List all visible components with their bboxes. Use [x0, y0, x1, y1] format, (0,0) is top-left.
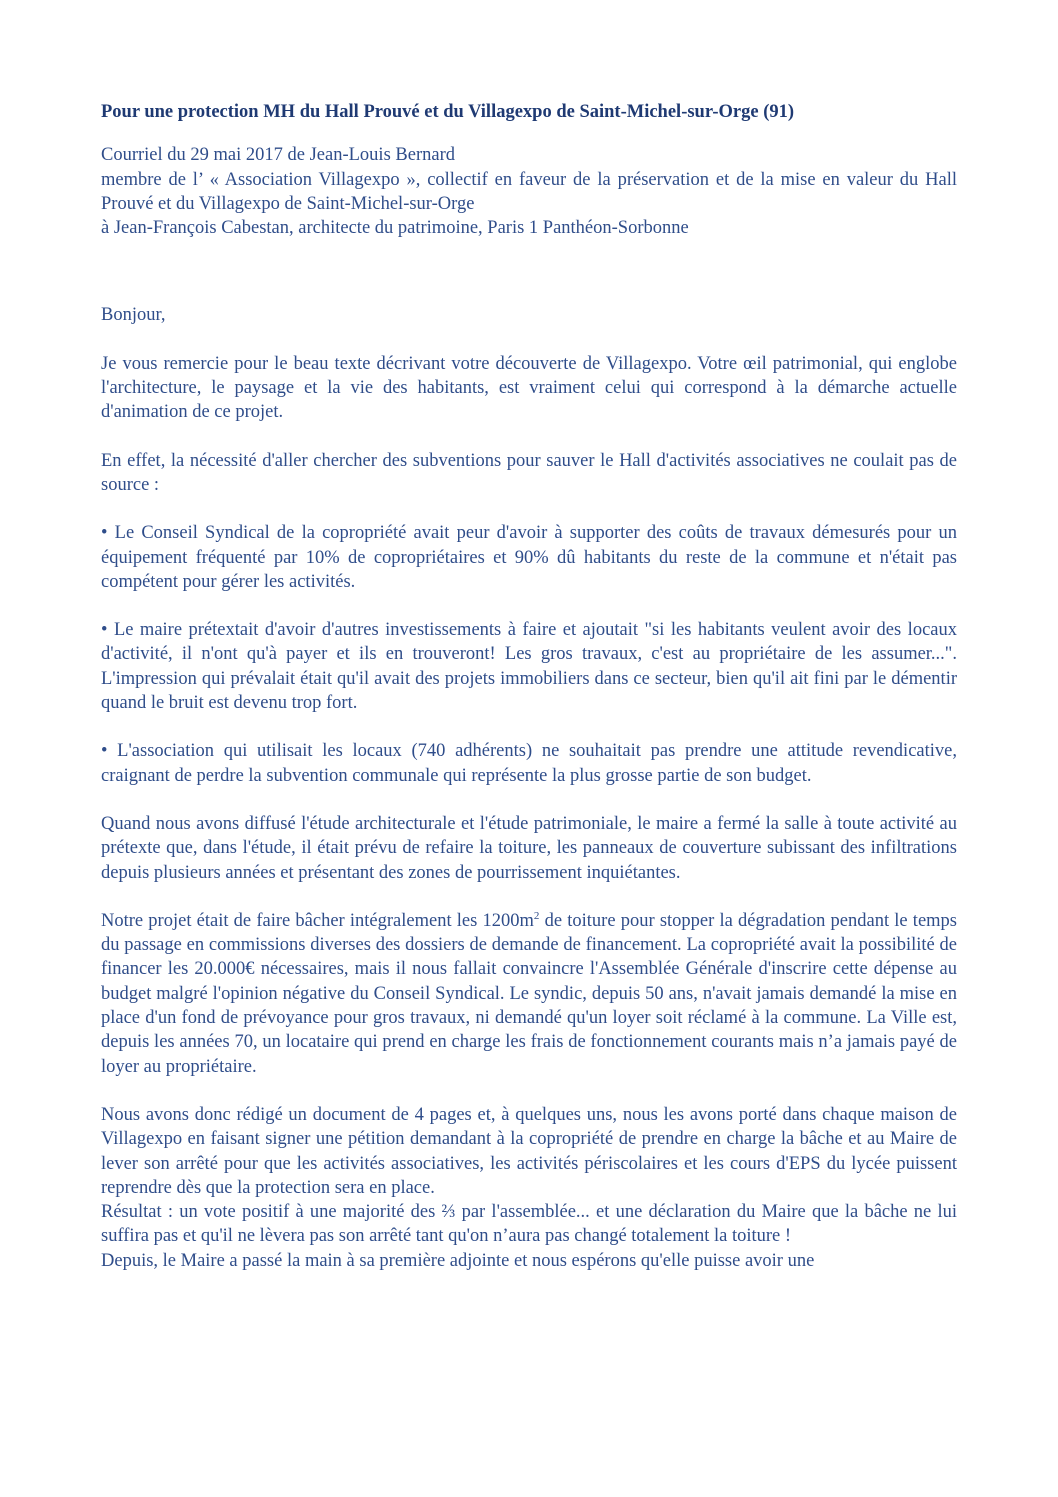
document-title: Pour une protection MH du Hall Prouvé et du Villagexpo de Saint-Michel-sur-Orge (91) — [101, 102, 795, 122]
email-header — [101, 143, 957, 240]
paragraph-petition: Nous avons donc rédigé un document de 4 pages et, à quelques uns, nous les avons porté dans chaque maison de Villagexpo en faisant signer une pétition demandant à la copropriété de prendre en charge la bâche et au Maire de lever son arrêté pour que les activités associatives, les activités périscolaires et les cours d'EPS du lycée puissent reprendre dès que la protection sera en place. — [101, 1104, 957, 1198]
email-date-sender: Courriel du 29 mai 2017 de Jean-Louis Bernard — [101, 145, 455, 166]
paragraph-thanks: Je vous remercie pour le beau texte décrivant votre découverte de Villagexpo. Votre œil patrimonial, qui englobe l'architecture, le paysage et la vie des habitants, est vraiment celui qui correspond à la démarche actuelle d'animation de ce projet. — [101, 353, 957, 423]
bache-text-after: de toiture pour stopper la dégradation pendant le temps du passage en commissions diverses des dossiers de demande de financement. La copropriété avait la possibilité de financer les 20.000€ nécessaires, mais il nous fallait convaincre l'Assemblée Générale d'inscrire cette dépense au budget malgré l'opinion négative du Conseil Syndical. Le syndic, depuis 50 ans, n'avait jamais demandé la mise en place d'un fond de prévoyance pour gros travaux, ni demandé qu'un loyer soit réclamé à la commune. La Ville est, depuis les années 70, un locataire qui prend en charge les frais de fonctionnement courants mais n’a jamais payé de loyer au propriétaire. — [101, 910, 957, 1077]
email-recipient: à Jean-François Cabestan, architecte du patrimoine, Paris 1 Panthéon-Sorbonne — [101, 218, 689, 239]
sender-affiliation: membre de l’ « Association Villagexpo », collectif en faveur de la préservation et de la mise en valeur du Hall Prouvé et du Villagexpo de Saint-Michel-sur-Orge — [101, 169, 957, 214]
bache-text-before: Notre projet était de faire bâcher intégralement les 1200m — [101, 910, 534, 931]
paragraph-maire: • Le maire prétextait d'avoir d'autres investissements à faire et ajoutait "si les habitants veulent avoir des locaux d'activité, il n'ont qu'à payer et ils en trouveront! Les gros travaux, c'est au propriétaire de les assumer...". L'impression qui prévalait était qu'il avait des projets immobiliers dans ce secteur, bien qu'il ait fini par le démentir quand le bruit est devenu trop fort. — [101, 620, 957, 714]
document-page — [101, 100, 957, 1273]
paragraph-context: En effet, la nécessité d'aller chercher des subventions pour sauver le Hall d'activités associatives ne coulait pas de source : — [101, 450, 957, 495]
superscript-exponent: 2 — [533, 909, 540, 922]
greeting: Bonjour, — [101, 305, 166, 326]
paragraph-bache — [101, 909, 957, 1079]
paragraph-fermeture: Quand nous avons diffusé l'étude architecturale et l'étude patrimoniale, le maire a fermé la salle à toute activité au prétexte que, dans l'étude, il était prévu de refaire la toiture, les panneaux de couverture subissant des infiltrations depuis plusieurs années et présentant des zones de pourrissement inquiétantes. — [101, 813, 957, 883]
paragraph-resultat: Résultat : un vote positif à une majorité des ⅔ par l'assemblée... et une déclaration du Maire que la bâche ne lui suffira pas et qu'il ne lèvera pas son arrêté tant qu'on n’aura pas changé totalement la toiture ! — [101, 1202, 957, 1247]
paragraph-depuis: Depuis, le Maire a passé la main à sa première adjointe et nous espérons qu'elle puisse avoir une — [101, 1250, 815, 1271]
paragraph-conseil-syndical: • Le Conseil Syndical de la copropriété avait peur d'avoir à supporter des coûts de travaux démesurés pour un équipement fréquenté par 10% de copropriétaires et 90% dû habitants du reste de la commune et n'était pas compétent pour gérer les activités. — [101, 523, 957, 592]
paragraph-association: • L'association qui utilisait les locaux (740 adhérents) ne souhaitait pas prendre une attitude revendicative, craignant de perdre la subvention communale qui représente la plus grosse partie de son budget. — [101, 741, 957, 786]
